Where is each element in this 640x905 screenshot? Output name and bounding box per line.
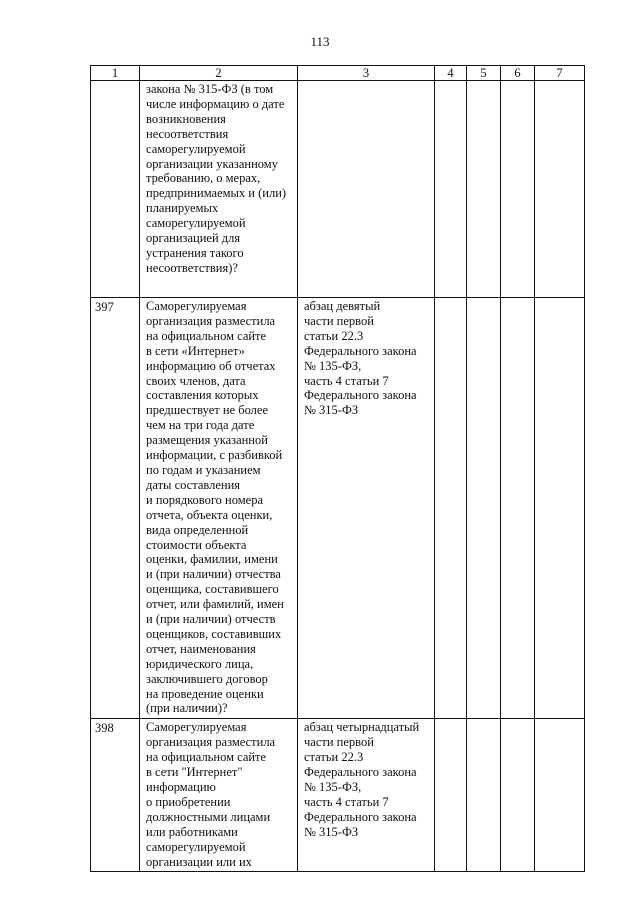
- table-row: [91, 719, 585, 872]
- question-line: несоответствия)?: [146, 260, 238, 275]
- question-line: чем на три года дате: [146, 418, 255, 433]
- question-line: на официальном сайте: [146, 328, 267, 343]
- column-header: 5: [467, 66, 501, 81]
- note-cell: [535, 719, 585, 872]
- legal-reference-cell: [298, 81, 435, 298]
- reference-line: Федерального закона: [304, 765, 417, 780]
- question-line: или работниками: [146, 824, 238, 839]
- reference-line: статьи 22.3: [304, 328, 364, 343]
- question-line: Саморегулируемая: [146, 720, 247, 735]
- question-line: Саморегулируемая: [146, 299, 247, 313]
- column-header: 6: [501, 66, 535, 81]
- question-line: и (при наличии) отчества: [146, 567, 281, 582]
- question-line: на проведение оценки: [146, 686, 264, 701]
- legal-reference-cell: [298, 298, 435, 719]
- reference-line: статьи 22.3: [304, 750, 364, 765]
- answer-na-cell: [501, 719, 535, 872]
- question-line: о приобретении: [146, 794, 231, 809]
- reference-line: абзац девятый: [304, 299, 381, 313]
- question-line: закона № 315-ФЗ (в том: [146, 82, 274, 96]
- question-line: по годам и указанием: [146, 462, 261, 477]
- reference-line: часть 4 статьи 7: [304, 794, 389, 809]
- question-line: на официальном сайте: [146, 750, 267, 765]
- question-cell: [140, 81, 298, 298]
- question-line: даты составления: [146, 477, 241, 492]
- column-number-row: [91, 66, 585, 81]
- question-line: информацию: [146, 780, 216, 794]
- reference-line: Федерального закона: [304, 343, 417, 358]
- question-line: заключившего договор: [146, 671, 268, 686]
- question-line: возникновения: [146, 111, 226, 126]
- reference-line: № 315-ФЗ: [304, 403, 359, 418]
- question-line: саморегулируемой: [146, 216, 246, 231]
- item-number: [91, 81, 140, 298]
- question-line: информацию об отчетах: [146, 358, 276, 373]
- question-line: и порядкового номера: [146, 492, 264, 507]
- answer-yes-cell: [435, 298, 467, 719]
- reference-line: № 135-ФЗ,: [304, 780, 362, 794]
- question-line: и (при наличии) отчеств: [146, 612, 276, 627]
- answer-no-cell: [467, 719, 501, 872]
- checklist-table: [90, 65, 585, 872]
- legal-reference-cell: [298, 719, 435, 872]
- question-line: организации или их: [146, 854, 252, 869]
- question-line: отчет, или фамилий, имен: [146, 597, 284, 612]
- note-cell: [535, 81, 585, 298]
- answer-yes-cell: [435, 81, 467, 298]
- question-line: отчет, наименования: [146, 641, 256, 656]
- question-cell: [140, 719, 298, 872]
- table-row: [91, 298, 585, 719]
- table-row: [91, 81, 585, 298]
- question-line: предшествует не более: [146, 403, 269, 418]
- answer-yes-cell: [435, 719, 467, 872]
- column-header: 1: [91, 66, 140, 81]
- question-line: составления которых: [146, 388, 259, 403]
- question-line: размещения указанной: [146, 433, 268, 448]
- item-number: 397: [91, 298, 140, 719]
- answer-na-cell: [501, 81, 535, 298]
- question-line: должностными лицами: [146, 809, 271, 824]
- reference-line: № 315-ФЗ: [304, 824, 359, 839]
- item-number: 398: [91, 719, 140, 872]
- question-line: стоимости объекта: [146, 537, 247, 552]
- question-line: организацией для: [146, 231, 241, 246]
- question-cell: [140, 298, 298, 719]
- answer-no-cell: [467, 81, 501, 298]
- question-line: несоответствия: [146, 126, 229, 141]
- reference-line: часть 4 статьи 7: [304, 373, 389, 388]
- question-line: предпринимаемых и (или): [146, 186, 287, 201]
- reference-line: части первой: [304, 735, 374, 750]
- question-line: вида определенной: [146, 522, 249, 537]
- question-line: саморегулируемой: [146, 141, 246, 156]
- question-line: саморегулируемой: [146, 839, 246, 854]
- question-line: организация разместила: [146, 735, 276, 750]
- column-header: 3: [298, 66, 435, 81]
- question-line: юридического лица,: [146, 656, 254, 671]
- reference-line: Федерального закона: [304, 809, 417, 824]
- question-line: (при наличии)?: [146, 701, 228, 716]
- answer-no-cell: [467, 298, 501, 719]
- page-number: 113: [310, 34, 330, 49]
- question-line: информации, с разбивкой: [146, 448, 283, 463]
- answer-na-cell: [501, 298, 535, 719]
- question-line: устранения такого: [146, 245, 244, 260]
- reference-line: № 135-ФЗ,: [304, 358, 362, 373]
- note-cell: [535, 298, 585, 719]
- column-header: 2: [140, 66, 298, 81]
- question-line: в сети "Интернет": [146, 765, 243, 780]
- question-line: отчета, объекта оценки,: [146, 507, 273, 522]
- question-line: оценщика, составившего: [146, 582, 279, 597]
- column-header: 7: [535, 66, 585, 81]
- question-line: оценки, фамилии, имени: [146, 552, 278, 567]
- question-line: планируемых: [146, 201, 219, 216]
- reference-line: абзац четырнадцатый: [304, 720, 420, 735]
- question-line: числе информацию о дате: [146, 96, 285, 111]
- question-line: организация разместила: [146, 313, 276, 328]
- question-line: требованию, о мерах,: [146, 171, 261, 186]
- question-line: оценщиков, составивших: [146, 626, 282, 641]
- reference-line: части первой: [304, 313, 374, 328]
- column-header: 4: [435, 66, 467, 81]
- question-line: своих членов, дата: [146, 373, 246, 388]
- reference-line: Федерального закона: [304, 388, 417, 403]
- question-line: в сети «Интернет»: [146, 343, 245, 358]
- question-line: организации указанному: [146, 156, 278, 171]
